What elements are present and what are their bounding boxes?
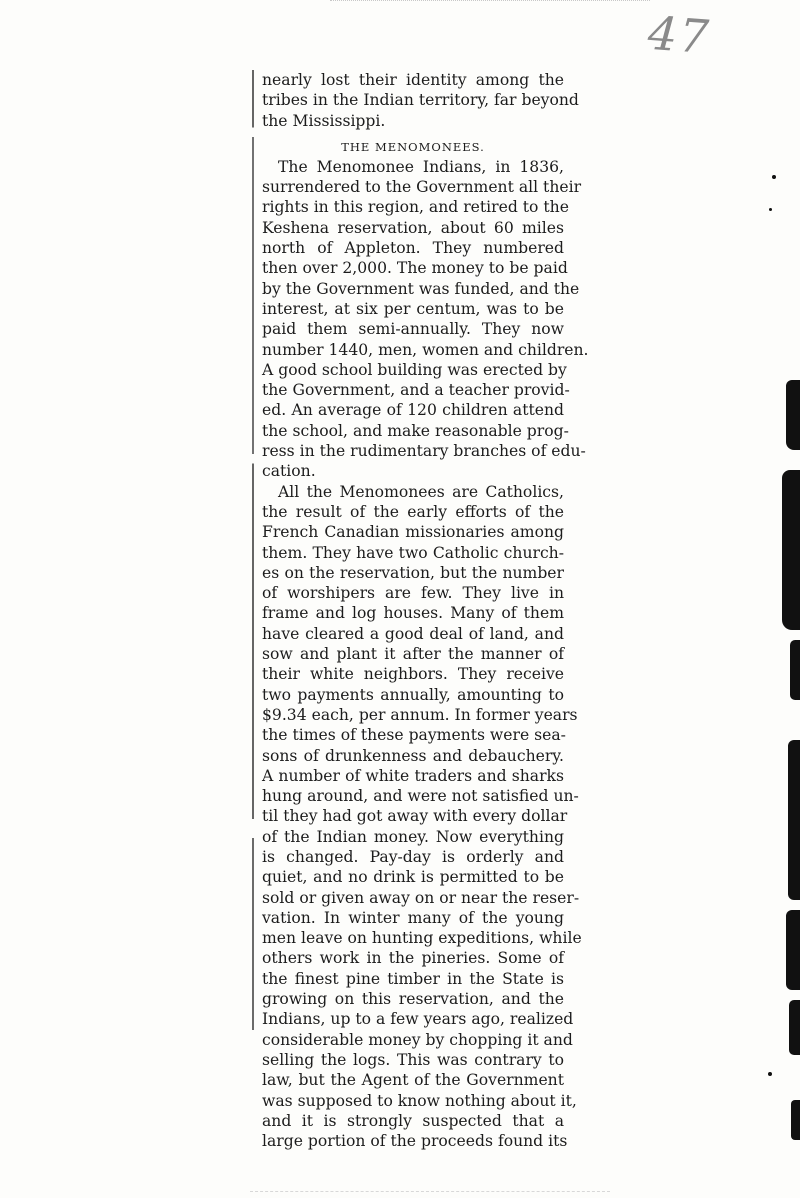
text-line: was supposed to know nothing about it,: [262, 1091, 577, 1110]
paragraph-1: [262, 157, 589, 482]
text-line: of worshipers are few. They live in: [262, 584, 564, 603]
text-line: es on the reservation, but the number: [262, 563, 564, 582]
text-line: frame and log houses. Many of them: [262, 604, 564, 623]
text-line: A number of white traders and sharks: [262, 766, 564, 785]
text-line: of the Indian money. Now everything: [262, 827, 564, 846]
text-line: have cleared a good deal of land, and: [262, 624, 564, 643]
text-line: tribes in the Indian territory, far beyond: [262, 91, 579, 110]
ink-speck: [791, 1100, 800, 1140]
text-line: All the Menomonees are Catholics,: [278, 482, 564, 501]
intro-text: [262, 70, 579, 131]
text-line: the school, and make reasonable prog-: [262, 421, 569, 440]
top-edge-marks: [330, 0, 650, 5]
text-line: ed. An average of 120 children attend: [262, 401, 564, 420]
text-line: paid them semi-annually. They now: [262, 320, 564, 339]
text-line: French Canadian missionaries among: [262, 523, 564, 542]
bottom-edge-marks: [250, 1190, 610, 1192]
handwritten-page-number: 47: [646, 5, 713, 65]
text-line: sons of drunkenness and debauchery.: [262, 746, 564, 765]
ink-speck: [769, 208, 772, 211]
ink-speck: [788, 740, 800, 900]
text-line: large portion of the proceeds found its: [262, 1132, 568, 1151]
text-line: vation. In winter many of the young: [262, 908, 564, 927]
text-line: number 1440, men, women and children.: [262, 340, 589, 359]
text-line: the Mississippi.: [262, 111, 386, 130]
text-line: sow and plant it after the manner of: [262, 645, 564, 664]
text-line: the finest pine timber in the State is: [262, 969, 564, 988]
text-line: them. They have two Catholic church-: [262, 543, 564, 562]
text-line: rights in this region, and retired to the: [262, 198, 569, 217]
text-line: and it is strongly suspected that a: [262, 1111, 564, 1130]
text-line: Keshena reservation, about 60 miles: [262, 218, 564, 237]
ink-speck: [782, 470, 800, 630]
ink-speck: [772, 175, 776, 179]
text-line: considerable money by chopping it and: [262, 1030, 573, 1049]
text-line: the times of these payments were sea-: [262, 726, 566, 745]
text-line: law, but the Agent of the Government: [262, 1071, 564, 1090]
text-line: interest, at six per centum, was to be: [262, 299, 564, 318]
text-line: by the Government was funded, and the: [262, 279, 580, 298]
text-line: is changed. Pay-day is orderly and: [262, 847, 564, 866]
text-line: men leave on hunting expeditions, while: [262, 929, 582, 948]
text-line: A good school building was erected by: [262, 360, 567, 379]
text-line: ress in the rudimentary branches of edu-: [262, 442, 586, 461]
text-line: cation.: [262, 462, 316, 481]
text-line: surrendered to the Government all their: [262, 178, 582, 197]
text-line: til they had got away with every dollar: [262, 807, 568, 826]
text-line: nearly lost their identity among the: [262, 71, 564, 89]
text-line: then over 2,000. The money to be paid: [262, 259, 568, 278]
ink-speck: [768, 1072, 772, 1076]
text-line: sold or given away on or near the reser-: [262, 888, 580, 907]
text-line: hung around, and were not satisfied un-: [262, 787, 579, 806]
text-line: $9.34 each, per annum. In former years: [262, 705, 578, 724]
column-rule: [252, 70, 254, 1030]
scan-edge-specks: [764, 0, 800, 1198]
text-line: quiet, and no drink is permitted to be: [262, 868, 564, 887]
article-column: [262, 70, 589, 1151]
ink-speck: [789, 1000, 800, 1055]
text-line: growing on this reservation, and the: [262, 990, 564, 1009]
section-heading: THE MENOMONEES.: [341, 139, 485, 154]
text-line: the result of the early efforts of the: [262, 502, 564, 521]
text-line: selling the logs. This was contrary to: [262, 1050, 564, 1069]
ink-speck: [786, 380, 800, 450]
paragraph-2: [262, 482, 582, 1152]
ink-speck: [786, 910, 800, 990]
text-line: others work in the pineries. Some of: [262, 949, 564, 968]
ink-speck: [790, 640, 800, 700]
text-line: north of Appleton. They numbered: [262, 239, 564, 258]
text-line: two payments annually, amounting to: [262, 685, 564, 704]
text-line: the Government, and a teacher provid-: [262, 381, 570, 400]
text-line: The Menomonee Indians, in 1836,: [278, 157, 564, 176]
text-line: Indians, up to a few years ago, realized: [262, 1010, 574, 1029]
text-line: their white neighbors. They receive: [262, 665, 564, 684]
